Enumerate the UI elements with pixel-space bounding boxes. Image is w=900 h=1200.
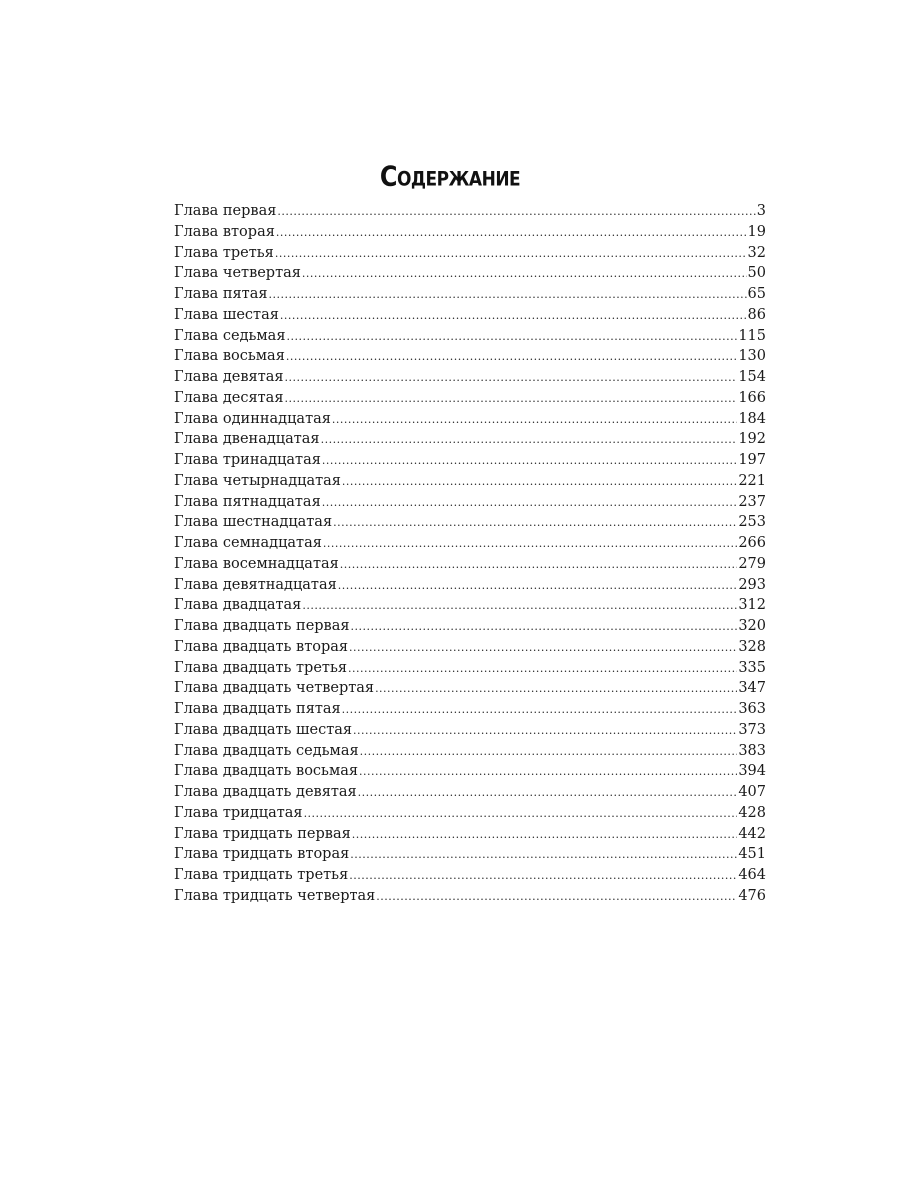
dot-leader	[353, 721, 737, 742]
toc-entry-page-number: 184	[738, 410, 766, 427]
toc-entry	[174, 803, 766, 824]
dot-leader	[376, 887, 737, 908]
toc-entry-title: Глава тридцать четвертая	[174, 887, 376, 904]
toc-entry	[174, 243, 766, 264]
toc-entry-page-number: 115	[738, 327, 766, 344]
toc-entry	[174, 471, 766, 492]
toc-entry	[174, 741, 766, 762]
toc-entry	[174, 450, 766, 471]
toc-entry-title: Глава тридцать третья	[174, 867, 349, 883]
toc-entry-title: Глава двенадцатая	[174, 431, 320, 448]
toc-entry	[174, 512, 766, 533]
toc-entry-title: Глава семнадцатая	[174, 535, 322, 551]
toc-entry-page-number: 192	[738, 431, 766, 448]
toc-entry-page-number: 373	[738, 721, 766, 738]
toc-entry-page-number: 464	[738, 867, 766, 883]
toc-entry-title: Глава тридцать первая	[174, 825, 351, 842]
toc-entry	[174, 201, 766, 222]
dot-leader	[322, 451, 737, 472]
toc-entry-page-number: 86	[747, 306, 766, 323]
toc-entry	[174, 533, 766, 554]
toc-entry-page-number: 130	[738, 348, 766, 365]
toc-entry-page-number: 394	[738, 763, 766, 780]
toc-entry-page-number: 253	[738, 514, 766, 531]
toc-entry-page-number: 221	[738, 472, 766, 489]
dot-leader	[322, 493, 738, 514]
dot-leader	[342, 700, 738, 721]
toc-entry	[174, 658, 766, 679]
dot-leader	[340, 555, 738, 576]
dot-leader	[342, 472, 737, 493]
toc-entry-title: Глава четвертая	[174, 265, 301, 282]
dot-leader	[349, 638, 737, 659]
toc-entry	[174, 595, 766, 616]
toc-entry-page-number: 442	[738, 825, 766, 842]
toc-entry	[174, 699, 766, 720]
toc-entry-title: Глава двадцать четвертая	[174, 680, 375, 697]
dot-leader	[280, 306, 747, 327]
toc-entry	[174, 678, 766, 699]
toc-entry-page-number: 3	[756, 203, 766, 219]
toc-entry-title: Глава шестая	[174, 306, 279, 323]
toc-entry-page-number: 166	[738, 389, 766, 406]
toc-entry-page-number: 363	[738, 701, 766, 717]
toc-entry-page-number: 407	[738, 784, 766, 800]
toc-entry	[174, 554, 766, 575]
toc-entry	[174, 388, 766, 409]
toc-entry	[174, 367, 766, 388]
dot-leader	[350, 845, 737, 866]
toc-entry-page-number: 19	[747, 223, 766, 240]
table-of-contents	[174, 201, 766, 907]
toc-entry-title: Глава двадцатая	[174, 597, 302, 614]
toc-entry-page-number: 451	[738, 846, 766, 863]
toc-entry-title: Глава двадцать восьмая	[174, 763, 359, 780]
toc-entry	[174, 409, 766, 430]
page-title: Содержание	[379, 160, 521, 193]
toc-entry-page-number: 279	[738, 555, 766, 572]
dot-leader	[323, 534, 737, 555]
toc-entry-title: Глава десятая	[174, 389, 284, 406]
dot-leader	[333, 513, 737, 534]
dot-leader	[302, 596, 737, 617]
dot-leader	[302, 264, 747, 285]
toc-entry-title: Глава двадцать первая	[174, 618, 350, 634]
dot-leader	[284, 389, 737, 410]
toc-entry-title: Глава одиннадцатая	[174, 410, 331, 427]
toc-entry-title: Глава восемнадцатая	[174, 555, 339, 572]
toc-entry	[174, 284, 766, 305]
toc-entry-page-number: 32	[747, 244, 766, 261]
dot-leader	[375, 679, 737, 700]
toc-entry-page-number: 197	[738, 452, 766, 468]
toc-entry-title: Глава двадцать седьмая	[174, 742, 359, 759]
toc-entry-page-number: 154	[738, 369, 766, 385]
toc-entry-page-number: 328	[738, 638, 766, 655]
toc-entry-title: Глава тридцатая	[174, 804, 303, 821]
toc-entry	[174, 305, 766, 326]
toc-entry	[174, 492, 766, 513]
toc-entry-page-number: 237	[738, 493, 766, 510]
toc-entry-page-number: 293	[738, 576, 766, 593]
toc-entry-title: Глава двадцать шестая	[174, 721, 353, 738]
toc-entry-title: Глава тринадцатая	[174, 452, 321, 468]
toc-entry-page-number: 428	[738, 804, 766, 821]
toc-entry-title: Глава третья	[174, 244, 274, 261]
toc-entry	[174, 886, 766, 907]
dot-leader	[348, 659, 737, 680]
dot-leader	[304, 804, 738, 825]
toc-entry	[174, 222, 766, 243]
toc-entry-title: Глава шестнадцатая	[174, 514, 333, 531]
dot-leader	[269, 285, 747, 306]
toc-entry-title: Глава двадцать девятая	[174, 784, 357, 800]
toc-entry	[174, 844, 766, 865]
toc-entry-title: Глава первая	[174, 203, 277, 219]
toc-entry	[174, 782, 766, 803]
dot-leader	[351, 617, 738, 638]
toc-entry-title: Глава девятнадцатая	[174, 576, 337, 593]
toc-entry-title: Глава восьмая	[174, 348, 285, 365]
dot-leader	[359, 762, 737, 783]
toc-entry	[174, 263, 766, 284]
toc-entry	[174, 616, 766, 637]
toc-entry	[174, 429, 766, 450]
toc-entry	[174, 720, 766, 741]
toc-entry	[174, 824, 766, 845]
toc-entry-title: Глава двадцать третья	[174, 659, 347, 676]
dot-leader	[286, 327, 737, 348]
toc-entry-page-number: 383	[738, 742, 766, 759]
toc-entry-title: Глава четырнадцатая	[174, 472, 341, 489]
toc-entry	[174, 761, 766, 782]
toc-entry-title: Глава двадцать вторая	[174, 638, 349, 655]
toc-entry-page-number: 50	[747, 265, 766, 282]
toc-entry-title: Глава тридцать вторая	[174, 846, 350, 863]
toc-entry-page-number: 476	[738, 887, 766, 904]
toc-entry	[174, 575, 766, 596]
toc-entry	[174, 637, 766, 658]
dot-leader	[276, 223, 747, 244]
dot-leader	[286, 347, 737, 368]
toc-entry-page-number: 335	[738, 659, 766, 676]
dot-leader	[275, 244, 747, 265]
toc-entry-page-number: 312	[738, 597, 766, 614]
toc-entry-page-number: 65	[747, 286, 766, 302]
toc-entry-title: Глава пятая	[174, 286, 268, 302]
toc-entry	[174, 865, 766, 886]
toc-entry-title: Глава девятая	[174, 369, 284, 385]
dot-leader	[285, 368, 738, 389]
dot-leader	[277, 202, 755, 223]
toc-entry-page-number: 320	[738, 618, 766, 634]
toc-entry	[174, 346, 766, 367]
dot-leader	[332, 410, 737, 431]
dot-leader	[352, 825, 738, 846]
dot-leader	[349, 866, 737, 887]
toc-entry-page-number: 266	[738, 535, 766, 551]
dot-leader	[321, 430, 738, 451]
toc-entry-title: Глава седьмая	[174, 327, 286, 344]
toc-entry-page-number: 347	[738, 680, 766, 697]
dot-leader	[360, 742, 738, 763]
toc-entry-title: Глава пятнадцатая	[174, 493, 321, 510]
dot-leader	[358, 783, 738, 804]
toc-entry	[174, 326, 766, 347]
toc-entry-title: Глава вторая	[174, 223, 275, 240]
toc-entry-title: Глава двадцать пятая	[174, 701, 341, 717]
dot-leader	[338, 576, 738, 597]
